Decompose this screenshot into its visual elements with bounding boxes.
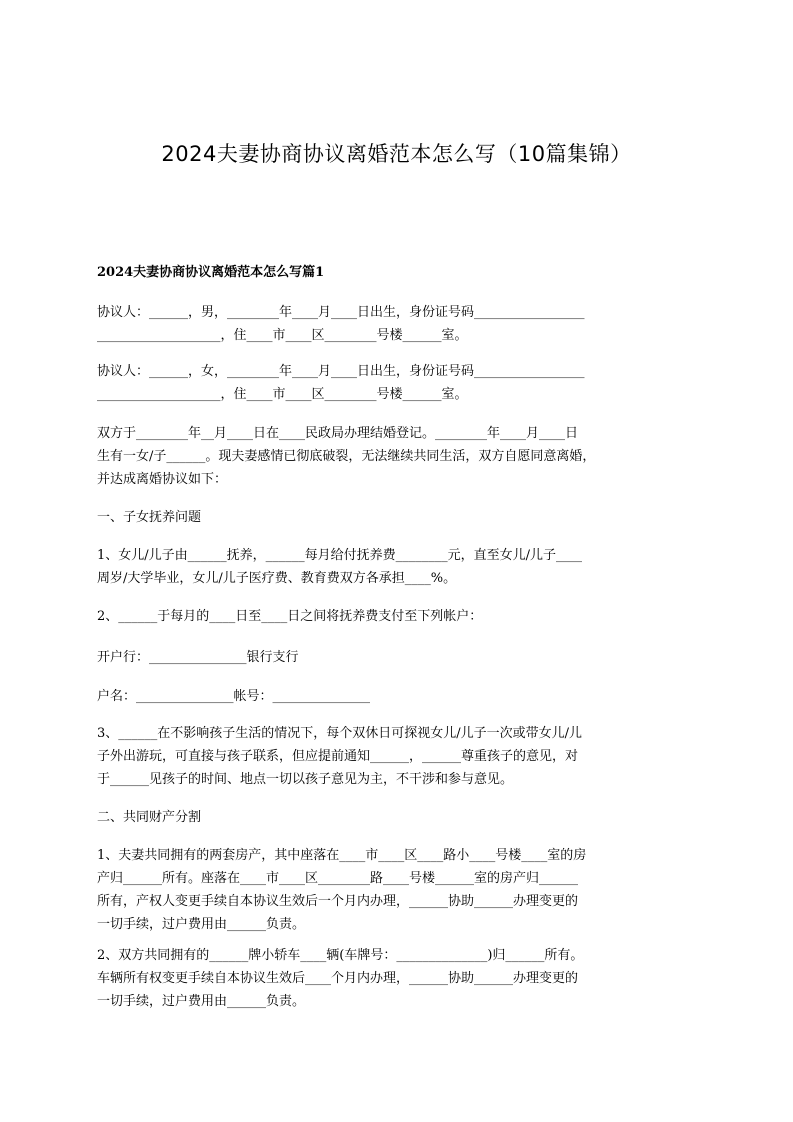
- paragraph-line: 周岁/大学毕业，女儿/儿子医疗费、教育费双方各承担____%。: [97, 571, 457, 586]
- paragraph-line: 并达成离婚协议如下：: [97, 472, 228, 487]
- paragraph-line: 一切手续，过户费用由______负责。: [97, 917, 306, 932]
- paragraph-line: 协议人：______，女，________年____月____日出生，身份证号码_________________: [97, 364, 585, 379]
- paragraph-line: 2、双方共同拥有的______牌小轿车____辆(车牌号：______________)归______所有。: [97, 948, 584, 963]
- paragraph-line: 2、______于每月的____日至____日之间将抚养费支付至下列帐户：: [97, 609, 483, 624]
- page-title: 2024夫妻协商协议离婚范本怎么写（10篇集锦）: [161, 142, 632, 166]
- paragraph-line: ___________________，住____市____区________号楼______室。: [97, 328, 468, 343]
- paragraph-line: ___________________，住____市____区________号楼______室。: [97, 387, 468, 402]
- paragraph-line: 1、女儿/儿子由______抚养，______每月给付抚养费________元，直至女儿/儿子____: [97, 548, 583, 563]
- paragraph-line: 于______见孩子的时间、地点一切以孩子意见为主，不干涉和参与意见。: [97, 772, 514, 787]
- paragraph-line: 一切手续，过户费用由______负责。: [97, 994, 306, 1009]
- paragraph-line: 所有，产权人变更手续自本协议生效后一个月内办理，______协助______办理变更的: [97, 894, 579, 909]
- paragraph-line: 双方于________年__月____日在____民政局办理结婚登记。________年____月____日: [97, 426, 579, 441]
- section-heading: 2024夫妻协商协议离婚范本怎么写篇1: [97, 265, 325, 280]
- paragraph-line: 子外出游玩，可直接与孩子联系，但应提前通知______，______尊重孩子的意见，对: [97, 749, 579, 764]
- paragraph-line: 产归______所有。座落在____市____区________路____号楼______室的房产归______: [97, 871, 579, 886]
- paragraph-line: 1、夫妻共同拥有的两套房产，其中座落在____市____区____路小____号楼____室的房: [97, 848, 587, 863]
- section-heading-childcare: 一、子女抚养问题: [97, 510, 202, 525]
- account-line: 户名：_______________帐号：_______________: [97, 689, 371, 704]
- paragraph-line: 3、______在不影响孩子生活的情况下，每个双休日可探视女儿/儿子一次或带女儿/儿: [97, 726, 583, 741]
- paragraph-line: 生有一女/子______。现夫妻感情已彻底破裂，无法继续共同生活，双方自愿同意离婚，: [97, 449, 596, 464]
- paragraph-line: 协议人：______，男，________年____月____日出生，身份证号码_________________: [97, 305, 585, 320]
- bank-line: 开户行：_______________银行支行: [97, 650, 299, 665]
- section-heading-property: 二、共同财产分割: [97, 810, 202, 825]
- paragraph-line: 车辆所有权变更手续自本协议生效后____个月内办理，______协助______办理变更的: [97, 971, 579, 986]
